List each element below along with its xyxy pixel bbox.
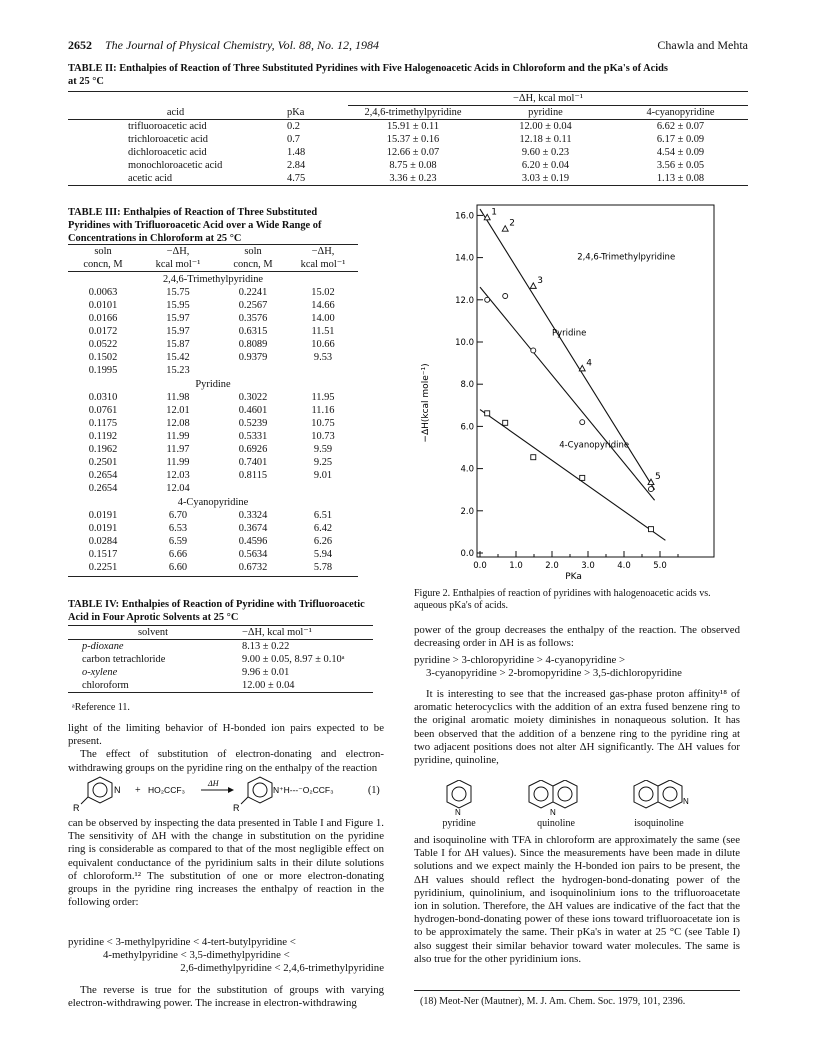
quinoline-label: quinoline [537, 818, 575, 829]
table3-cell: 0.1517 [88, 549, 118, 560]
table3-cell: 15.95 [166, 300, 190, 311]
table2-cell: 1.13 ± 0.08 [656, 173, 705, 184]
order-line: pyridine > 3-chloropyridine > 4-cyanopyridine > [414, 654, 626, 666]
table4-col-solvent: solvent [137, 627, 168, 638]
y-tick-label: 6.0 [460, 422, 474, 433]
table3-cell: 0.0101 [88, 300, 118, 311]
table3-cell: 0.2251 [88, 562, 118, 573]
substitution-order-withdrawing [414, 654, 740, 680]
table3-cell: 10.75 [311, 418, 335, 429]
table3-cell: 0.5239 [238, 418, 268, 429]
table2-cell: 4.75 [287, 173, 306, 184]
square-point [580, 475, 585, 480]
pyridine-ring-product [241, 777, 272, 804]
point-label: 4 [586, 358, 592, 369]
paragraph: light of the limiting behavior of H-bonded ion pairs expected to be present. [68, 722, 384, 748]
left-text-bottom [68, 984, 384, 1010]
fit-line-2 [480, 410, 665, 541]
page-number: 2652 [68, 38, 92, 52]
table2-group-header: −ΔH, kcal mol⁻¹ [348, 92, 748, 106]
table2-cell: 6.17 ± 0.09 [656, 134, 705, 145]
table3-cell: 15.97 [166, 326, 190, 337]
left-text-middle [68, 817, 384, 909]
table4-cell: chloroform [82, 680, 129, 691]
table3-cell: 0.3022 [238, 392, 268, 403]
table2-cell: 15.37 ± 0.16 [386, 134, 440, 145]
table2-body [68, 120, 748, 186]
y-tick-label: 16.0 [455, 211, 474, 222]
table3-cell: 0.0284 [88, 536, 118, 547]
tfa-reagent: HO₂CCF₃ [148, 785, 185, 795]
table3-cell: 11.99 [166, 431, 190, 442]
square-point [649, 527, 654, 532]
table3-section-row [68, 495, 358, 509]
equation-1 [68, 773, 384, 813]
table3-cell: 0.9379 [238, 352, 268, 363]
table2 [68, 91, 748, 186]
table3-row [68, 456, 358, 469]
table3-cell: 0.2654 [88, 470, 118, 481]
table2-col-tmp: 2,4,6-trimethylpyridine [364, 107, 462, 118]
table2-col-py: pyridine [528, 107, 563, 118]
table2-cell: 3.36 ± 0.23 [389, 173, 437, 184]
table3-cell: 6.60 [168, 562, 188, 573]
table4-cell: 12.00 ± 0.04 [242, 680, 295, 691]
r-label-1: R [73, 803, 80, 813]
table2-col-pka: pKa [287, 106, 305, 118]
table3-cell: 0.6315 [238, 326, 268, 337]
table2-row [68, 133, 748, 146]
chart-labels [491, 207, 675, 482]
table3-cell: 0.0063 [88, 287, 118, 298]
running-authors: Chawla and Mehta [657, 38, 748, 52]
x-tick-label: 4.0 [617, 561, 631, 571]
table3-cell: 9.25 [313, 457, 333, 468]
structures [414, 780, 740, 830]
point-label: 3 [537, 275, 544, 286]
circle-point [649, 487, 654, 492]
table3-cell: 6.53 [168, 523, 188, 534]
circle-point [531, 348, 536, 353]
table3-cell: 0.2241 [238, 287, 268, 298]
table3-row [68, 325, 358, 338]
table2-cell: 15.91 ± 0.11 [386, 121, 440, 132]
table4-cell: 8.13 ± 0.22 [242, 641, 290, 652]
r-label-2: R [233, 803, 240, 813]
pyridine-label: pyridine [442, 818, 476, 829]
table3-caption: TABLE III: Enthalpies of Reaction of Three Substituted Pyridines with Trifluoroacetic Acid over a Wide Range of Concentrations in Chloroform at 25 °C [68, 207, 322, 244]
table3-section-title: Pyridine [195, 379, 231, 390]
table3-col4a: −ΔH, [311, 246, 335, 257]
quinoline-structure [529, 780, 577, 816]
table3-cell: 12.08 [166, 418, 190, 429]
x-tick-label: 1.0 [509, 561, 523, 571]
circle-point [503, 294, 508, 299]
table2-caption [68, 62, 748, 88]
table3-cell [288, 364, 358, 377]
table3-cell: 0.1995 [88, 365, 118, 376]
series-label: 2,4,6-Trimethylpyridine [577, 252, 676, 263]
ion-pair-product: N⁺H---⁻O₂CCF₃ [273, 785, 334, 795]
equation-number: (1) [368, 785, 380, 796]
table3-cell: 14.00 [311, 313, 335, 324]
table3-col1b: concn, M [83, 259, 123, 270]
table3-cell: 0.3576 [238, 313, 268, 324]
pyridine-structure [447, 780, 471, 816]
order-line: 2,6-dimethylpyridine < 2,4,6-trimethylpyridine [180, 962, 384, 975]
table3-row [68, 535, 358, 548]
table3-row [68, 509, 358, 522]
paragraph: The reverse is true for the substitution of groups with varying electron-withdrawing power. The increase in electron-withdrawing [68, 984, 384, 1010]
table3-cell: 15.87 [166, 339, 190, 350]
table2-cell: 6.62 ± 0.07 [656, 121, 705, 132]
table3-cell: 0.6926 [238, 444, 268, 455]
table3-cell: 11.16 [311, 405, 335, 416]
table3-cell: 15.75 [166, 287, 190, 298]
right-text-middle [414, 688, 740, 767]
right-text-bottom [414, 834, 740, 966]
table3-cell: 0.1175 [88, 418, 118, 429]
square-point [503, 420, 508, 425]
circle-point [485, 297, 490, 302]
table3-cell: 11.97 [166, 444, 190, 455]
table3-cell: 11.95 [311, 392, 335, 403]
table3-cell: 0.8115 [238, 470, 268, 481]
table4-caption: TABLE IV: Enthalpies of Reaction of Pyridine with Trifluoroacetic Acid in Four Aprotic Solvents at 25 °C [68, 599, 365, 623]
table2-cell: 12.66 ± 0.07 [386, 147, 440, 158]
table2-cell: 12.00 ± 0.04 [519, 121, 572, 132]
table4-cell: 9.96 ± 0.01 [242, 667, 290, 678]
y-tick-label: 12.0 [455, 295, 474, 306]
point-label: 2 [509, 218, 515, 229]
table3-cell: 0.0191 [88, 510, 118, 521]
table3-cell: 0.4596 [238, 536, 268, 547]
fit-line-1 [480, 287, 655, 500]
table3-cell: 0.2567 [238, 300, 268, 311]
table2-row [68, 120, 748, 134]
table3-cell: 10.73 [311, 431, 335, 442]
paragraph: The effect of substitution of electron-donating and electron-withdrawing groups on the pyridine ring on the enthalpy of the reaction [68, 748, 384, 774]
table2-header-row [68, 106, 748, 120]
table2-col-acid: acid [166, 106, 185, 118]
figure2-caption [414, 588, 740, 612]
table3-cell: 6.42 [313, 523, 333, 534]
table2-cell: 1.48 [287, 147, 306, 158]
table3-cell: 15.42 [166, 352, 190, 363]
point-label: 1 [491, 207, 497, 218]
table2-caption-line1: TABLE II: Enthalpies of Reaction of Three Substituted Pyridines with Five Halogenoacetic Acids in Chloroform and the pKa's of Acids [68, 63, 668, 74]
n-atom: N [683, 797, 689, 806]
table2-cell: 0.7 [287, 134, 300, 145]
table3-cell [288, 482, 358, 495]
table3-cell: 6.70 [168, 510, 188, 521]
table3-cell: 0.1192 [88, 431, 118, 442]
table3-row [68, 561, 358, 574]
left-text-top [68, 722, 384, 775]
table3-cell: 12.04 [166, 483, 190, 494]
table2-col-cn: 4-cyanopyridine [646, 107, 715, 118]
page-header [68, 38, 748, 52]
table2-cell: 3.56 ± 0.05 [656, 160, 705, 171]
table3-row [68, 482, 358, 495]
x-tick-label: 3.0 [581, 561, 595, 571]
table3-row [68, 430, 358, 443]
table3-cell: 0.2501 [88, 457, 118, 468]
y-tick-label: 14.0 [455, 253, 474, 264]
table3-cell: 6.66 [168, 549, 188, 560]
table3-section-row [68, 377, 358, 391]
table3-col3a: soln [244, 246, 262, 257]
table3-cell: 0.5634 [238, 549, 268, 560]
table3-cell: 0.0310 [88, 392, 118, 403]
table3-row [68, 522, 358, 535]
table4-cell: o-xylene [82, 667, 118, 678]
pyridine-ring-reactant [81, 777, 112, 804]
table2-cell: 12.18 ± 0.11 [519, 134, 572, 145]
table3-row [68, 404, 358, 417]
table2-caption-line2: at 25 °C [68, 76, 104, 87]
table3 [68, 244, 358, 577]
table2-cell: 2.84 [287, 160, 306, 171]
table3-body [68, 272, 358, 575]
table3-cell: 0.0761 [88, 405, 118, 416]
table4-cell: p-dioxane [82, 641, 124, 652]
table3-cell: 10.66 [311, 339, 335, 350]
table3-cell: 0.6732 [238, 562, 268, 573]
table3-cell [218, 482, 288, 495]
y-axis-label: −ΔH(kcal mole⁻¹) [421, 363, 431, 443]
table3-col4b: kcal mol⁻¹ [300, 259, 346, 270]
square-point [531, 455, 536, 460]
n-atom: N [550, 808, 556, 816]
journal-title: The Journal of Physical Chemistry, Vol. 88, No. 12, 1984 [105, 38, 379, 52]
table2-row [68, 146, 748, 159]
table3-cell: 15.97 [166, 313, 190, 324]
table3-cell: 11.51 [311, 326, 335, 337]
table3-row [68, 338, 358, 351]
table3-section-title: 2,4,6-Trimethylpyridine [162, 274, 264, 285]
figure2-chart [414, 203, 740, 583]
table3-section-title: 4-Cyanopyridine [177, 497, 249, 508]
table3-cell: 6.59 [168, 536, 188, 547]
arrow-label: ΔH [208, 779, 219, 788]
triangle-point [530, 283, 536, 289]
table3-row [68, 286, 358, 299]
table3-cell: 9.59 [313, 444, 333, 455]
y-tick-label: 10.0 [455, 338, 474, 348]
paragraph: power of the group decreases the enthalpy of the reaction. The observed decreasing order in ΔH is as follows: [414, 624, 740, 650]
table3-cell: 14.66 [311, 300, 335, 311]
table3-cell: 15.02 [311, 287, 335, 298]
footnote-18: (18) Meot-Ner (Mautner), M. J. Am. Chem. Soc. 1979, 101, 2396. [420, 996, 686, 1007]
table3-cell: 0.0191 [88, 523, 118, 534]
triangle-point [502, 226, 508, 232]
table3-col2a: −ΔH, [166, 246, 190, 257]
y-tick-label: 4.0 [460, 464, 474, 475]
table4-cell: carbon tetrachloride [82, 654, 166, 665]
plus-sign: + [135, 785, 141, 796]
table4-col-dh: −ΔH, kcal mol⁻¹ [242, 627, 312, 638]
table2-cell: monochloroacetic acid [128, 160, 223, 171]
right-text-top [414, 624, 740, 650]
table3-col3b: concn, M [233, 259, 273, 270]
series-label: Pyridine [552, 328, 587, 339]
table3-cell: 0.1962 [88, 444, 118, 455]
order-line: pyridine < 3-methylpyridine < 4-tert-butylpyridine < [68, 936, 296, 948]
substitution-order-donating [68, 936, 384, 976]
y-tick-label: 2.0 [460, 506, 474, 517]
table3-cell: 0.0172 [88, 326, 118, 337]
table2-cell: trifluoroacetic acid [128, 121, 207, 132]
table3-cell: 0.0166 [88, 313, 118, 324]
table3-cell: 0.0522 [88, 339, 118, 350]
table3-row [68, 351, 358, 364]
table3-cell: 12.03 [166, 470, 190, 481]
table3-cell: 5.78 [313, 562, 333, 573]
table4 [68, 625, 373, 693]
table2-cell: acetic acid [128, 173, 173, 184]
table3-cell: 15.23 [166, 365, 190, 376]
table3-cell: 9.53 [313, 352, 333, 363]
table3-col2b: kcal mol⁻¹ [155, 259, 201, 270]
table3-cell: 12.01 [166, 405, 190, 416]
table3-row [68, 299, 358, 312]
equation-svg [68, 773, 384, 813]
y-tick-label: 8.0 [460, 380, 474, 391]
isoquinoline-label: isoquinoline [634, 818, 684, 829]
table2-row [68, 159, 748, 172]
arrow-head [228, 787, 234, 793]
n-label-1: N [114, 785, 121, 795]
table4-body [68, 640, 373, 693]
table3-cell: 0.7401 [238, 457, 268, 468]
paragraph: It is interesting to see that the increased gas-phase proton affinity¹⁸ of aromatic heterocyclics with the addition of an extra fused benzene ring to the original aromatic moiety diminishes in nonaqueous solution. It has been observed that the addition of a benzene ring to the pyridine ring at two adjacent positions does not alter ΔH significantly. The ΔH values for pyridine, quinoline, [414, 688, 740, 767]
figure2 [414, 203, 740, 583]
table4-row [68, 679, 373, 693]
table3-cell: 0.3674 [238, 523, 268, 534]
circle-point [580, 420, 585, 425]
table2-cell: trichloroacetic acid [128, 134, 208, 145]
table3-row [68, 443, 358, 456]
table4-row [68, 640, 373, 654]
table3-cell: 0.5331 [238, 431, 268, 442]
order-line: 3-cyanopyridine > 2-bromopyridine > 3,5-dichloropyridine [426, 667, 682, 680]
table3-cell: 0.2654 [88, 483, 118, 494]
triangle-point [579, 365, 585, 371]
table3-cell: 0.1502 [88, 352, 118, 363]
table3-row [68, 469, 358, 482]
x-tick-label: 2.0 [545, 561, 559, 571]
table3-row [68, 391, 358, 404]
table3-cell: 11.98 [166, 392, 190, 403]
order-line: 4-methylpyridine < 3,5-dimethylpyridine < [103, 949, 290, 962]
paragraph: can be observed by inspecting the data presented in Table I and Figure 1. The sensitivity of ΔH with the change in substitution on the pyridine ring is considerable as compared to that of the most negligible effect on equivalent conductance of the pyridinium salts in their dilute solutions of chloroform.¹² The substitution of one or more electron-donating groups in the pyridine ring increases the enthalpy of reaction in the following order: [68, 817, 384, 909]
table3-cell: 5.94 [313, 549, 333, 560]
paragraph: and isoquinoline with TFA in chloroform are approximately the same (see Table I for ΔH values). Since the measurements have been made in dilute solutions and we expect mainly the H-bonded ion pairs to be present, the ΔH values should reflect the hydrogen-bond-donating power of the pyridinium, quinolinium, and isoquinolinium ions to the trifluoroacetate ion in solution. Therefore, the ΔH values are indicative of the fact that the hydrogen-bond-donating power of these ions toward trifluoroacetate ion is to be approximately the same. Their pKa's in water at 25 °C (see Table I) also suggest their similar behavior toward water molecules. The same is also true for the other pyridinium ions. [414, 834, 740, 965]
table3-row [68, 312, 358, 325]
table3-cell: 9.01 [313, 470, 333, 481]
square-point [485, 411, 490, 416]
x-tick-label: 5.0 [653, 561, 667, 571]
table3-cell: 0.3324 [238, 510, 268, 521]
table2-cell: 9.60 ± 0.23 [521, 147, 570, 158]
structures-svg [414, 780, 740, 816]
table2-cell: 3.03 ± 0.19 [521, 173, 570, 184]
n-atom: N [455, 808, 461, 816]
table3-cell: 0.4601 [238, 405, 268, 416]
table3-row [68, 548, 358, 561]
table3-cell: 0.8089 [238, 339, 268, 350]
table3-cell: 6.26 [313, 536, 333, 547]
table3-col1a: soln [94, 246, 112, 257]
table3-row [68, 417, 358, 430]
x-tick-label: 0.0 [473, 561, 487, 571]
table2-cell: 8.75 ± 0.08 [389, 160, 437, 171]
table4-row [68, 666, 373, 679]
table4-cell: 9.00 ± 0.05, 8.97 ± 0.10ᵃ [242, 654, 345, 665]
footnote-rule [414, 990, 740, 991]
series-label: 4-Cyanopyridine [559, 440, 630, 451]
table3-row [68, 364, 358, 377]
point-label: 5 [655, 472, 661, 483]
table2-cell: 6.20 ± 0.04 [521, 160, 570, 171]
table2-cell: 0.2 [287, 121, 300, 132]
x-axis-label: PKa [565, 572, 582, 582]
table3-cell [218, 364, 288, 377]
table2-cell: 4.54 ± 0.09 [656, 147, 705, 158]
y-tick-label: 0.0 [460, 549, 474, 559]
table4-row [68, 653, 373, 666]
figure2-caption-text: Figure 2. Enthalpies of reaction of pyridines with halogenoacetic acids vs. aqueous pKa's of acids. [414, 588, 711, 611]
table2-row [68, 172, 748, 186]
table3-cell: 11.99 [166, 457, 190, 468]
table2-cell: dichloroacetic acid [128, 147, 207, 158]
table3-cell: 6.51 [313, 510, 333, 521]
table4-footnote: ᵃReference 11. [72, 702, 130, 713]
isoquinoline-structure [634, 780, 689, 808]
table3-section-row [68, 272, 358, 287]
